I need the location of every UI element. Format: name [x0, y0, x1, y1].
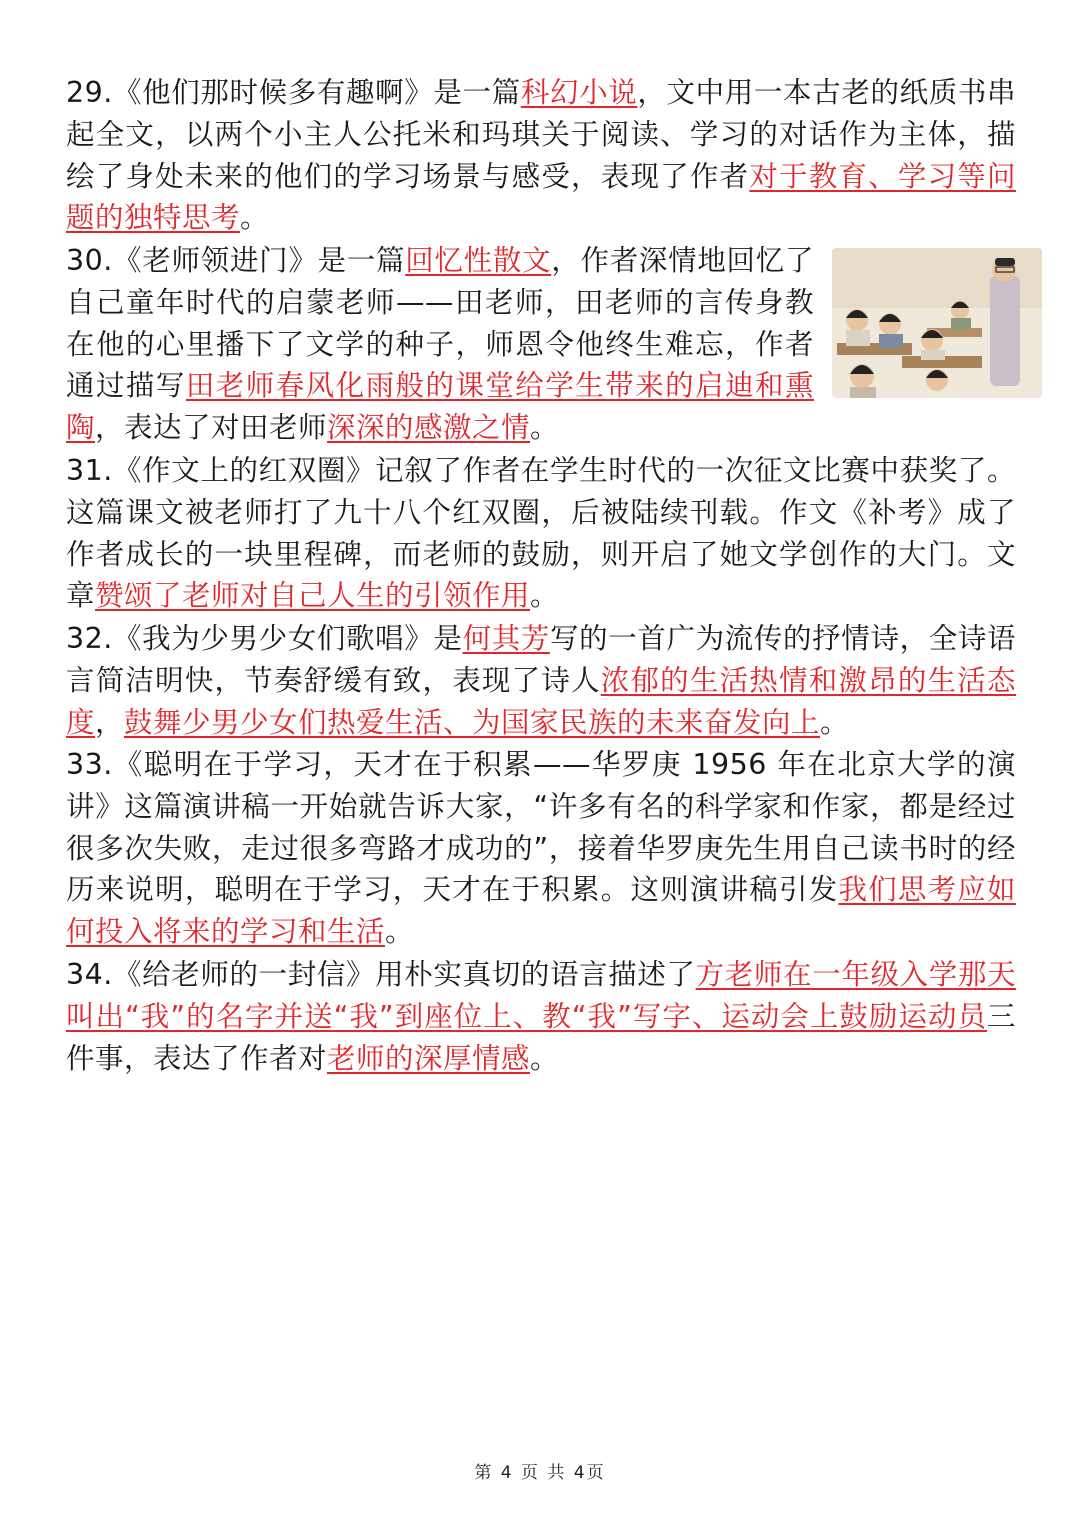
item-text: 写的一首广为流传的抒情诗，全诗语言简洁明快，节奏舒缓有致，表现了诗人: [66, 622, 1016, 697]
highlighted-text: 何其芳: [462, 622, 550, 655]
highlighted-text: 浓郁的生活热情和激昂的生活态度: [66, 663, 1016, 739]
item-text: ，作者深情地回忆了自己童年时代的启蒙老师——田老师，田老师的言传身教在他的心里播下了文学的种子，师恩令他终生难忘，作者通过描写: [66, 244, 814, 403]
item-34: [66, 954, 1016, 1079]
highlighted-text: 深深的感激之情: [327, 411, 531, 445]
item-30: [66, 240, 814, 449]
highlighted-text: 赞颂了老师对自己人生的引领作用: [95, 579, 531, 613]
item-text: 34.《给老师的一封信》用朴实真切的语言描述了: [66, 958, 696, 991]
classroom-illustration: [832, 248, 1042, 398]
item-text: 32.《我为少男少女们歌唱》是: [66, 622, 463, 655]
item-text: 。: [530, 1041, 560, 1075]
item-text: 。: [385, 915, 415, 949]
item-text: 。: [530, 579, 560, 613]
item-32: [66, 618, 1016, 743]
item-33: [66, 744, 1016, 953]
item-text: 31.《作文上的红双圈》记叙了作者在学生时代的一次征文比赛中获奖了。这篇课文被老师打了九十八个红双圈，后被陆续刊载。作文《补考》成了作者成长的一块里程碑，而老师的鼓励，则开启了她文学创作的大门。文章: [66, 454, 1016, 613]
item-text: 。: [820, 705, 850, 739]
highlighted-text: 对于教育、学习等问题的独特思考: [66, 159, 1016, 235]
item-text: 30.《老师领进门》是一篇: [66, 244, 406, 277]
item-text: 33.《聪明在于学习，天才在于积累——华罗庚 1956 年在北京大学的演讲》这篇演讲稿一开始就告诉大家，“许多有名的科学家和作家，都是经过很多次失败，走过很多弯路才成功的”，接着华罗庚先生用自己读书时的经历来说明，聪明在于学习，天才在于积累。这则演讲稿引发: [66, 748, 1016, 907]
highlighted-text: 科幻小说: [520, 76, 638, 109]
item-text: 29.《他们那时候多有趣啊》是一篇: [66, 76, 521, 109]
highlighted-text: 方老师在一年级入学那天叫出“我”的名字并送“我”到座位上、教“我”写字、运动会上鼓励运动员: [66, 958, 1016, 1033]
item-text: ，表达了对田老师: [95, 411, 328, 445]
item-31: [66, 450, 1016, 617]
highlighted-text: 田老师春风化雨般的课堂给学生带来的启迪和熏陶: [66, 369, 814, 445]
highlighted-text: 我们思考应如何投入将来的学习和生活: [66, 873, 1016, 949]
item-text: ，文中用一本古老的纸质书串起全文，以两个小主人公托米和玛琪关于阅读、学习的对话作为主体，描绘了身处未来的他们的学习场景与感受，表现了作者: [66, 76, 1016, 193]
item-text: 。: [240, 201, 270, 235]
highlighted-text: 老师的深厚情感: [327, 1041, 531, 1075]
item-text: 。: [530, 411, 560, 445]
highlighted-text: 回忆性散文: [405, 244, 552, 277]
highlighted-text: 鼓舞少男少女们热爱生活、为国家民族的未来奋发向上: [124, 705, 821, 739]
item-text: ，: [95, 705, 125, 739]
item-text: 三件事，表达了作者对: [66, 999, 1016, 1075]
item-29: [66, 72, 1016, 239]
page-footer: 第 4 页 共 4页: [474, 1463, 606, 1483]
